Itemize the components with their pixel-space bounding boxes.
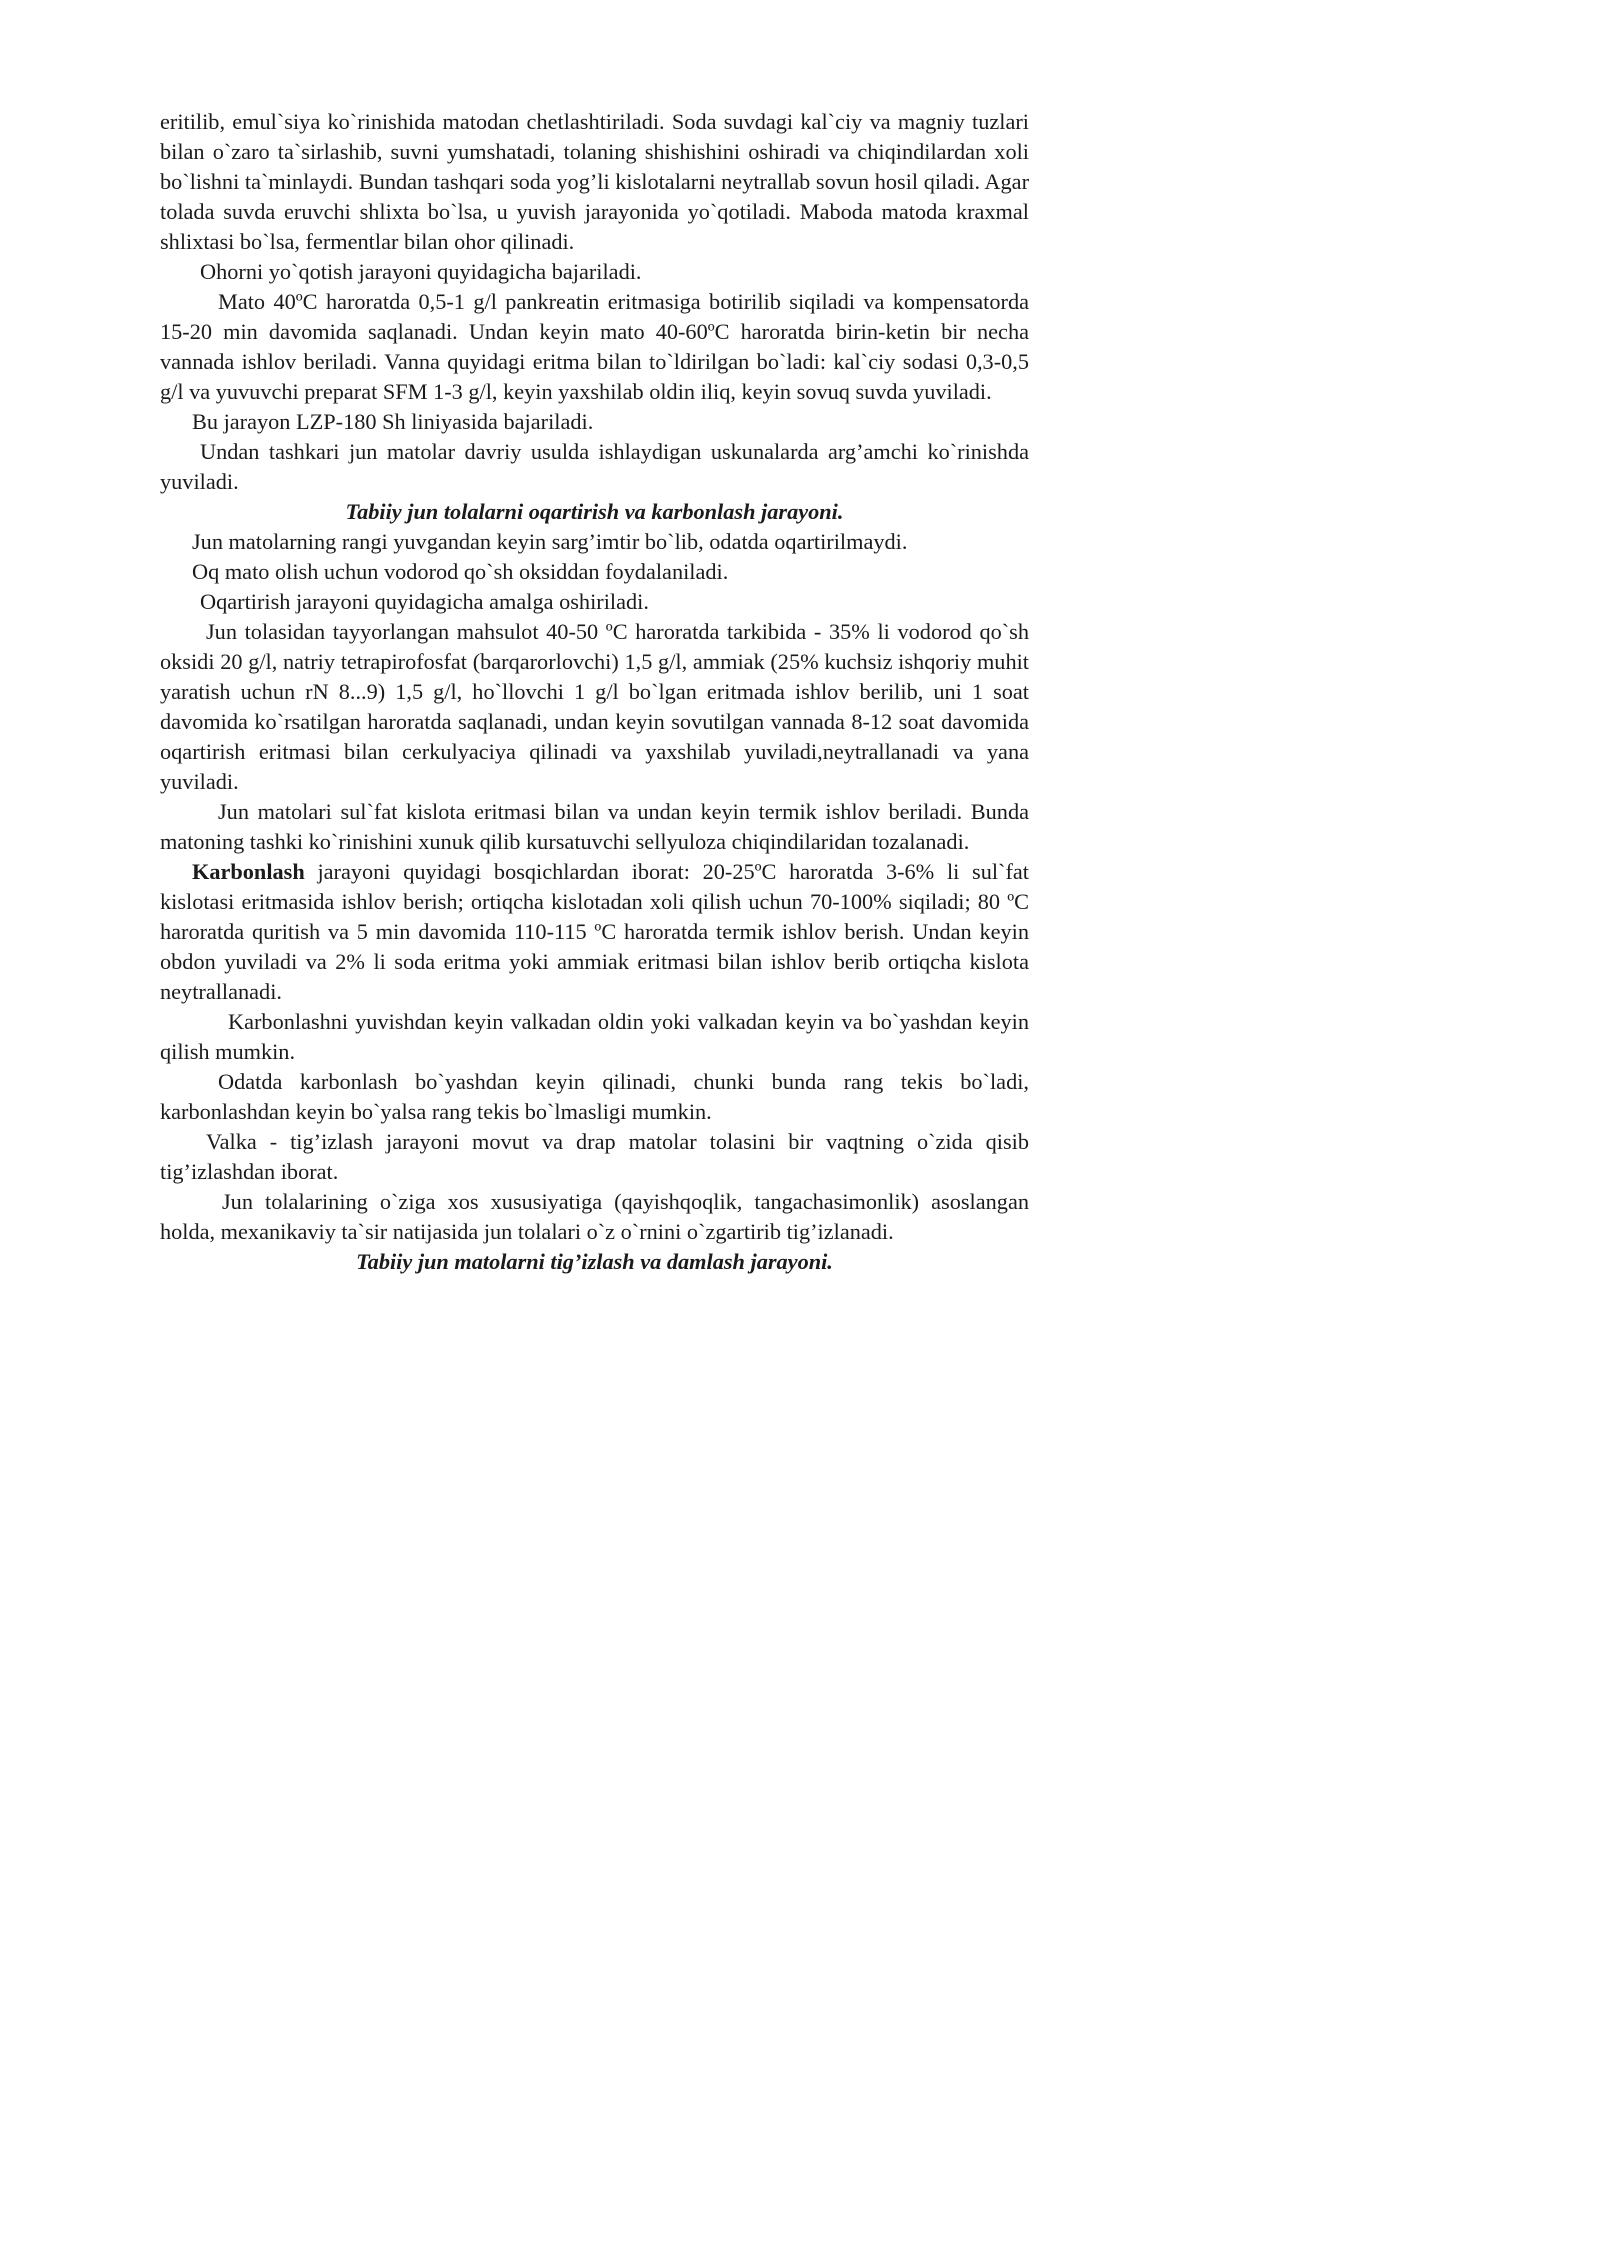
paragraph-rope-washing: Undan tashkari jun matolar davriy usulda ishlaydigan uskunalarda arg’amchi ko`rinishda yuviladi.	[160, 439, 1029, 494]
section-heading-bleaching-carbonizing: Tabiiy jun tolalarni oqartirish va karbonlash jarayoni.	[345, 499, 844, 524]
paragraph-soda-washing: eritilib, emul`siya ko`rinishida matodan chetlashtiriladi. Soda suvdagi kal`ciy va magniy tuzlari bilan o`zaro ta`sirlashib, suvni yumshatadi, tolaning shishishini oshiradi va chiqindilardan xoli bo`lishni ta`minlaydi. Bundan tashqari soda yog’li kislotalarni neytrallab sovun hosil qiladi. Agar tolada suvda eruvchi shlixta bo`lsa, u yuvish jarayonida yo`qotiladi. Maboda matoda kraxmal shlixtasi bo`lsa, fermentlar bilan ohor qilinadi.	[160, 109, 1029, 254]
paragraph-bleaching-process: Jun tolasidan tayyorlangan mahsulot 40-50 ºC haroratda tarkibida - 35% li vodorod qo`sh oksidi 20 g/l, natriy tetrapirofosfat (barqarorlovchi) 1,5 g/l, ammiak (25% kuchsiz ishqoriy muhit yaratish uchun rN 8...9) 1,5 g/l, ho`llovchi 1 g/l bo`lgan eritmada ishlov berilib, uni 1 soat davomida ko`rsatilgan haroratda saqlanadi, undan keyin sovutilgan vannada 8-12 soat davomida oqartirish eritmasi bilan cerkulyaciya qilinadi va yaxshilab yuviladi,neytrallanadi va yana yuviladi.	[160, 619, 1029, 794]
paragraph-bleaching-intro: Oqartirish jarayoni quyidagicha amalga oshiriladi.	[200, 589, 649, 614]
carbonizing-steps-text: jarayoni quyidagi bosqichlardan iborat: 20-25ºC haroratda 3-6% li sul`fat kislotasi eritmasida ishlov berish; ortiqcha kislotadan xoli qilish uchun 70-100% siqiladi; 80 ºC haroratda quritish va 5 min davomida 110-115 ºC haroratda termik ishlov berish. Undan keyin obdon yuviladi va 2% li soda eritma yoki ammiak eritmasi bilan ishlov berib ortiqcha kislota neytrallanadi.	[160, 859, 1029, 1004]
paragraph-fulling-mechanism: Jun tolalarining o`ziga xos xususiyatiga (qayishqoqlik, tangachasimonlik) asoslangan holda, mexanikaviy ta`sir natijasida jun tolalari o`z o`rnini o`zgartirib tig’izlanadi.	[160, 1189, 1029, 1244]
carbonizing-term: Karbonlash	[192, 859, 305, 884]
paragraph-lzp-line: Bu jarayon LZP-180 Sh liniyasida bajariladi.	[192, 409, 594, 434]
paragraph-carbonizing-order: Karbonlashni yuvishdan keyin valkadan oldin yoki valkadan keyin va bo`yashdan keyin qilish mumkin.	[160, 1009, 1029, 1064]
paragraph-carbonizing-after-dyeing: Odatda karbonlash bo`yashdan keyin qilinadi, chunki bunda rang tekis bo`ladi, karbonlashdan keyin bo`yalsa rang tekis bo`lmasligi mumkin.	[160, 1069, 1029, 1124]
paragraph-fulling-definition: Valka - tig’izlash jarayoni movut va drap matolar tolasini bir vaqtning o`zida qisib tig’izlashdan iborat.	[160, 1129, 1029, 1184]
paragraph-hydrogen-peroxide: Oq mato olish uchun vodorod qo`sh oksiddan foydalaniladi.	[192, 559, 729, 584]
paragraph-wool-color: Jun matolarning rangi yuvgandan keyin sarg’imtir bo`lib, odatda oqartirilmaydi.	[192, 529, 908, 554]
paragraph-desizing-process: Mato 40ºC haroratda 0,5-1 g/l pankreatin eritmasiga botirilib siqiladi va kompensatorda 15-20 min davomida saqlanadi. Undan keyin mato 40-60ºC haroratda birin-ketin bir necha vannada ishlov beriladi. Vanna quyidagi eritma bilan to`ldirilgan bo`ladi: kal`ciy sodasi 0,3-0,5 g/l va yuvuvchi preparat SFM 1-3 g/l, keyin yaxshilab oldin iliq, keyin sovuq suvda yuviladi.	[160, 289, 1029, 404]
section-heading-fulling-steaming: Tabiiy jun matolarni tig’izlash va damlash jarayoni.	[356, 1249, 833, 1274]
paragraph-desizing-intro: Ohorni yo`qotish jarayoni quyidagicha bajariladi.	[200, 259, 642, 284]
paragraph-sulfuric-acid: Jun matolari sul`fat kislota eritmasi bilan va undan keyin termik ishlov beriladi. Bunda matoning tashki ko`rinishini xunuk qilib kursatuvchi sellyuloza chiqindilaridan tozalanadi.	[160, 799, 1029, 854]
paragraph-carbonizing-steps	[160, 857, 1029, 1007]
document-page	[160, 107, 1029, 1277]
